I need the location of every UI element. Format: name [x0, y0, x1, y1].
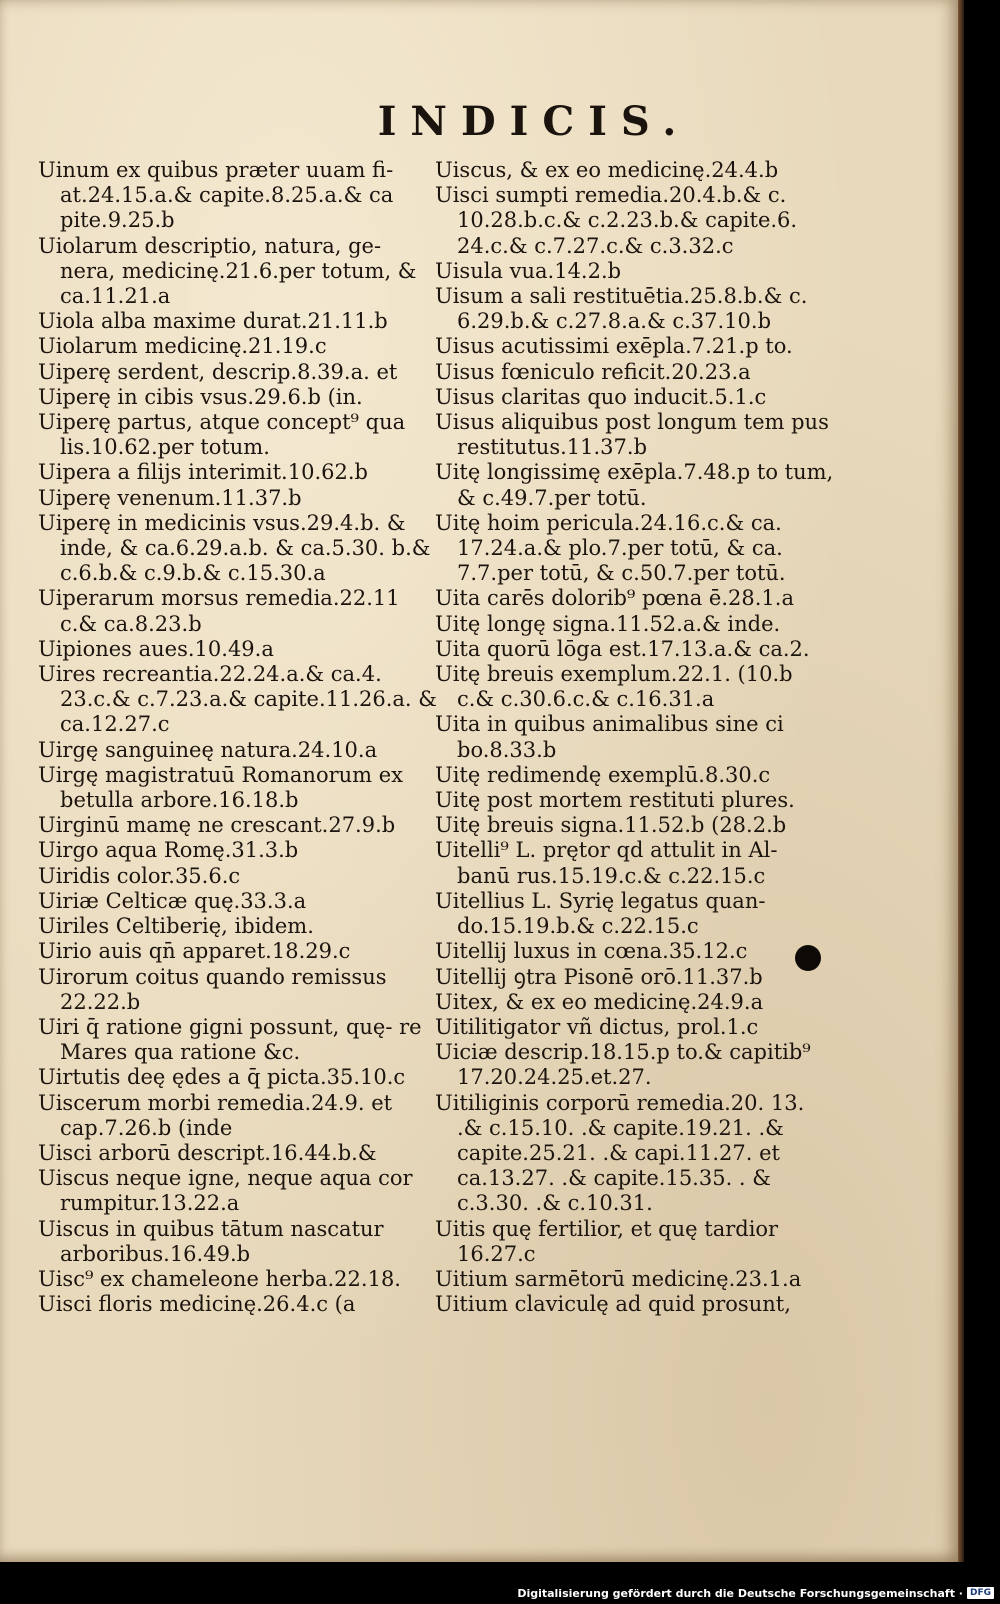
index-entry: Uiperę serdent, descrip.8.39.a. et [38, 359, 398, 384]
index-entry: Uisus fœniculo reficit.20.23.a [435, 359, 751, 384]
index-entry: Uiolarum medicinę.21.19.c [38, 334, 327, 359]
index-entry: Uitę longissimę exēpla.7.48.p to tum, & c.49.7.per totū. [435, 460, 834, 510]
index-entry: Uiperę venenum.11.37.b [38, 485, 302, 510]
index-entry: Uitelli⁹ L. prętor qd attulit in Al- banū rus.15.19.c.& c.22.15.c [435, 838, 778, 888]
index-entry: Uirgo aqua Romę.31.3.b [38, 838, 299, 863]
running-head: INDICIS. [377, 98, 691, 145]
index-entry: Uitę redimendę exemplū.8.30.c [435, 762, 771, 787]
index-entry: Uirorum coitus quando remissus 22.22.b [38, 964, 387, 1014]
index-entry: Uisci sumpti remedia.20.4.b.& c. 10.28.b.c.& c.2.23.b.& capite.6. 24.c.& c.7.27.c.& c.3.32.c [435, 183, 798, 258]
index-entry: Uiscus in quibus tātum nascatur arboribus.16.49.b [38, 1216, 384, 1266]
index-entry: Uisula vua.14.2.b [435, 258, 622, 283]
index-entry: Uitellij luxus in cœna.35.12.c [435, 939, 748, 964]
index-entry: Uisus claritas quo inducit.5.1.c [435, 384, 767, 409]
index-entry: Uitę hoim pericula.24.16.c.& ca. 17.24.a.& plo.7.per totū, & ca. 7.7.per totū, & c.50.7.per totū. [435, 510, 786, 586]
index-entry: Uitiliginis corporū remedia.20. 13. .& c.15.10. .& capite.19.21. .& capite.25.21. .& capi.11.27. et ca.13.27. .& capite.15.35. . & c.3.30. .& c.10.31. [435, 1090, 805, 1216]
index-entry: Uiriæ Celticæ quę.33.3.a [38, 888, 307, 913]
footer-credit: Digitalisierung gefördert durch die Deutsche Forschungsgemeinschaft · [517, 1586, 963, 1600]
digitization-footer [0, 1582, 1000, 1604]
index-entry: Uiciæ descrip.18.15.p to.& capitib⁹ 17.20.24.25.et.27. [435, 1040, 811, 1090]
index-entry: Uitę breuis signa.11.52.b (28.2.b [435, 813, 787, 838]
index-entry: Uirtutis deę ędes a q̄ picta.35.10.c [38, 1065, 406, 1090]
index-column-left [38, 158, 438, 1317]
index-entry: Uitę longę signa.11.52.a.& inde. [435, 611, 781, 636]
index-entry: Uitex, & ex eo medicinę.24.9.a [435, 989, 764, 1014]
index-entry: Uisus acutissimi exēpla.7.21.p to. [435, 334, 793, 359]
index-entry: Uisus aliquibus post longum tem pus restitutus.11.37.b [435, 410, 829, 460]
index-entry: Uita quorū lōga est.17.13.a.& ca.2. [435, 636, 810, 661]
index-entry: Uiperę in medicinis vsus.29.4.b. & inde, & ca.6.29.a.b. & ca.5.30. b.& c.6.b.& c.9.b.& c.15.30.a [38, 510, 431, 586]
index-entry: Uitę breuis exemplum.22.1. (10.b c.& c.30.6.c.& c.16.31.a [435, 662, 793, 712]
index-entry: Uitium claviculę ad quid prosunt, [435, 1292, 791, 1317]
index-entry: Uires recreantia.22.24.a.& ca.4. 23.c.& c.7.23.a.& capite.11.26.a. & ca.12.27.c [38, 662, 437, 737]
index-entry: Uiriles Celtiberię, ibidem. [38, 914, 314, 939]
index-entry: Uinum ex quibus præter uuam fi- at.24.15.a.& capite.8.25.a.& ca pite.9.25.b [38, 158, 394, 233]
index-column-right [435, 158, 835, 1317]
index-entry: Uita carēs dolorib⁹ pœna ē.28.1.a [435, 586, 794, 611]
index-entry: Uirio auis qn̄ apparet.18.29.c [38, 939, 351, 964]
index-entry: Uirginū mamę ne crescant.27.9.b [38, 813, 396, 838]
index-entry: Uipera a filijs interimit.10.62.b [38, 460, 368, 485]
index-entry: Uiri q̄ ratione gigni possunt, quę- re Mares qua ratione &c. [38, 1014, 422, 1065]
index-entry: Uisci arborū descript.16.44.b.& [38, 1140, 377, 1165]
index-entry: Uiolarum descriptio, natura, ge- nera, medicinę.21.6.per totum, & ca.11.21.a [38, 233, 417, 309]
index-entry: Uiperę in cibis vsus.29.6.b (in. [38, 384, 363, 409]
index-entry: Uiscus, & ex eo medicinę.24.4.b [435, 158, 779, 182]
index-entry: Uitium sarmētorū medicinę.23.1.a [435, 1266, 802, 1291]
index-entry: Uirgę magistratuū Romanorum ex betulla arbore.16.18.b [38, 762, 404, 813]
index-entry: Uitellius L. Syrię legatus quan- do.15.19.b.& c.22.15.c [435, 888, 766, 939]
index-entry: Uiperę partus, atque concept⁹ qua lis.10.62.per totum. [38, 410, 406, 460]
dfg-logo: DFG [967, 1587, 994, 1599]
index-entry: Uipiones aues.10.49.a [38, 636, 274, 661]
index-entry: Uisum a sali restituētia.25.8.b.& c. 6.29.b.& c.27.8.a.& c.37.10.b [435, 284, 808, 334]
index-entry: Uiscus neque igne, neque aqua cor rumpitur.13.22.a [38, 1166, 413, 1216]
index-entry: Uiridis color.35.6.c [38, 863, 241, 888]
index-entry: Uisc⁹ ex chameleone herba.22.18. [38, 1266, 401, 1291]
ink-blot [795, 945, 821, 971]
index-entry: Uiperarum morsus remedia.22.11 c.& ca.8.23.b [38, 586, 400, 636]
index-entry: Uiscerum morbi remedia.24.9. et cap.7.26.b (inde [38, 1090, 393, 1140]
index-entry: Uirgę sanguineę natura.24.10.a [38, 737, 378, 762]
index-entry: Uita in quibus animalibus sine ci bo.8.33.b [435, 712, 784, 762]
index-entry: Uisci floris medicinę.26.4.c (a [38, 1292, 356, 1317]
page-edge [958, 0, 964, 1562]
index-entry: Uitis quę fertilior, et quę tardior 16.27.c [435, 1216, 779, 1266]
index-entry: Uiola alba maxime durat.21.11.b [38, 309, 388, 334]
index-entry: Uitellij ꝯtra Pisonē orō.11.37.b [435, 964, 763, 989]
index-entry: Uitę post mortem restituti plures. [435, 788, 795, 813]
index-entry: Uitilitigator vñ dictus, prol.1.c [435, 1014, 759, 1039]
